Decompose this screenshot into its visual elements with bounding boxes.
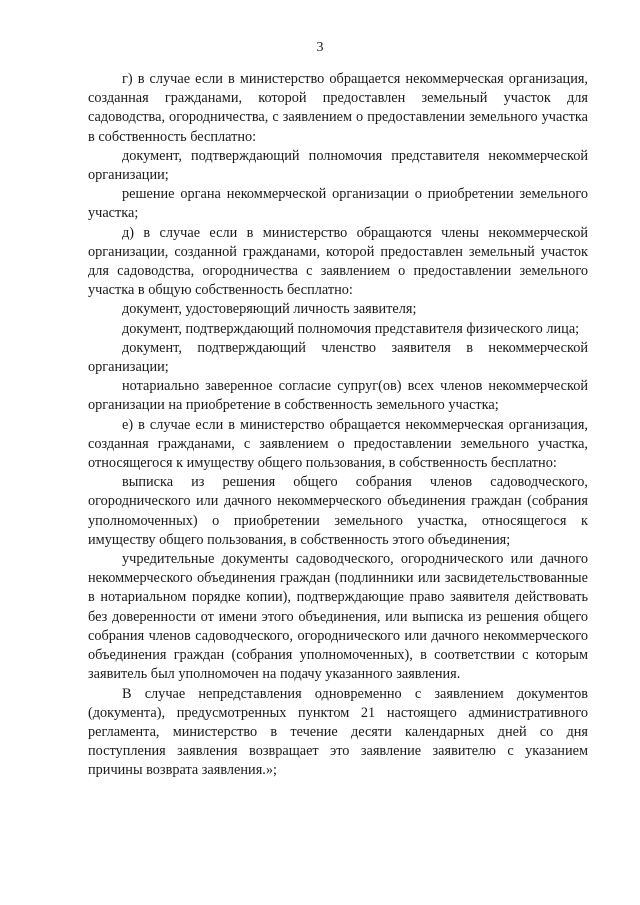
paragraph-return-clause: В случае непредставления одновременно с заявлением документов (документа), предусмотренных пунктом 21 настоящего административного регламента, министерство в течение десяти календарных дней со дня поступления заявления возвращает это заявление заявителю с указанием причины возврата заявления.»;	[88, 685, 588, 779]
paragraph-g-item-1: документ, подтверждающий полномочия представителя некоммерческой организации;	[88, 147, 588, 184]
paragraph-e-intro: е) в случае если в министерство обращается некоммерческая организация, созданная гражданами, с заявлением о предоставлении земельного участка, относящегося к имуществу общего пользования, в собственность бесплатно:	[88, 416, 588, 472]
paragraph-d-intro: д) в случае если в министерство обращаются члены некоммерческой организации, созданной гражданами, которой предоставлен земельный участок для садоводства, огородничества с заявлением о предоставлении земельного участка в общую собственность бесплатно:	[88, 224, 588, 299]
paragraph-d-item-4: нотариально заверенное согласие супруг(ов) всех членов некоммерческой организации на приобретение в собственность земельного участка;	[88, 378, 588, 414]
document-body	[88, 70, 588, 781]
paragraph-e-item-2: учредительные документы садоводческого, огороднического или дачного некоммерческого объединения граждан (подлинники или засвидетельствованные в нотариальном порядке копии), подтверждающие право заявителя действовать без доверенности от имени этого объединения, или выписка из решения общего собрания членов садоводческого, огороднического или дачного некоммерческого объединения граждан (собрания уполномоченных), в соответствии с которым заявитель был уполномочен на подачу указанного заявления.	[88, 551, 588, 683]
paragraph-d-item-2: документ, подтверждающий полномочия представителя физического лица;	[122, 320, 580, 337]
paragraph-g-item-2: решение органа некоммерческой организации о приобретении земельного участка;	[88, 186, 588, 222]
paragraph-g-intro: г) в случае если в министерство обращается некоммерческая организация, созданная гражданами, которой предоставлен земельный участок для садоводства, огородничества, с заявлением о предоставлении земельного участка в собственность бесплатно:	[88, 71, 588, 145]
page-number: 3	[316, 40, 324, 55]
paragraph-e-item-1: выписка из решения общего собрания членов садоводческого, огороднического или дачного некоммерческого объединения граждан (собрания уполномоченных) о приобретении земельного участка, относящегося к имуществу общего пользования, в собственность этого объединения;	[88, 474, 588, 548]
paragraph-d-item-3: документ, подтверждающий членство заявителя в некоммерческой организации;	[88, 339, 588, 376]
paragraph-d-item-1: документ, удостоверяющий личность заявителя;	[122, 301, 417, 318]
